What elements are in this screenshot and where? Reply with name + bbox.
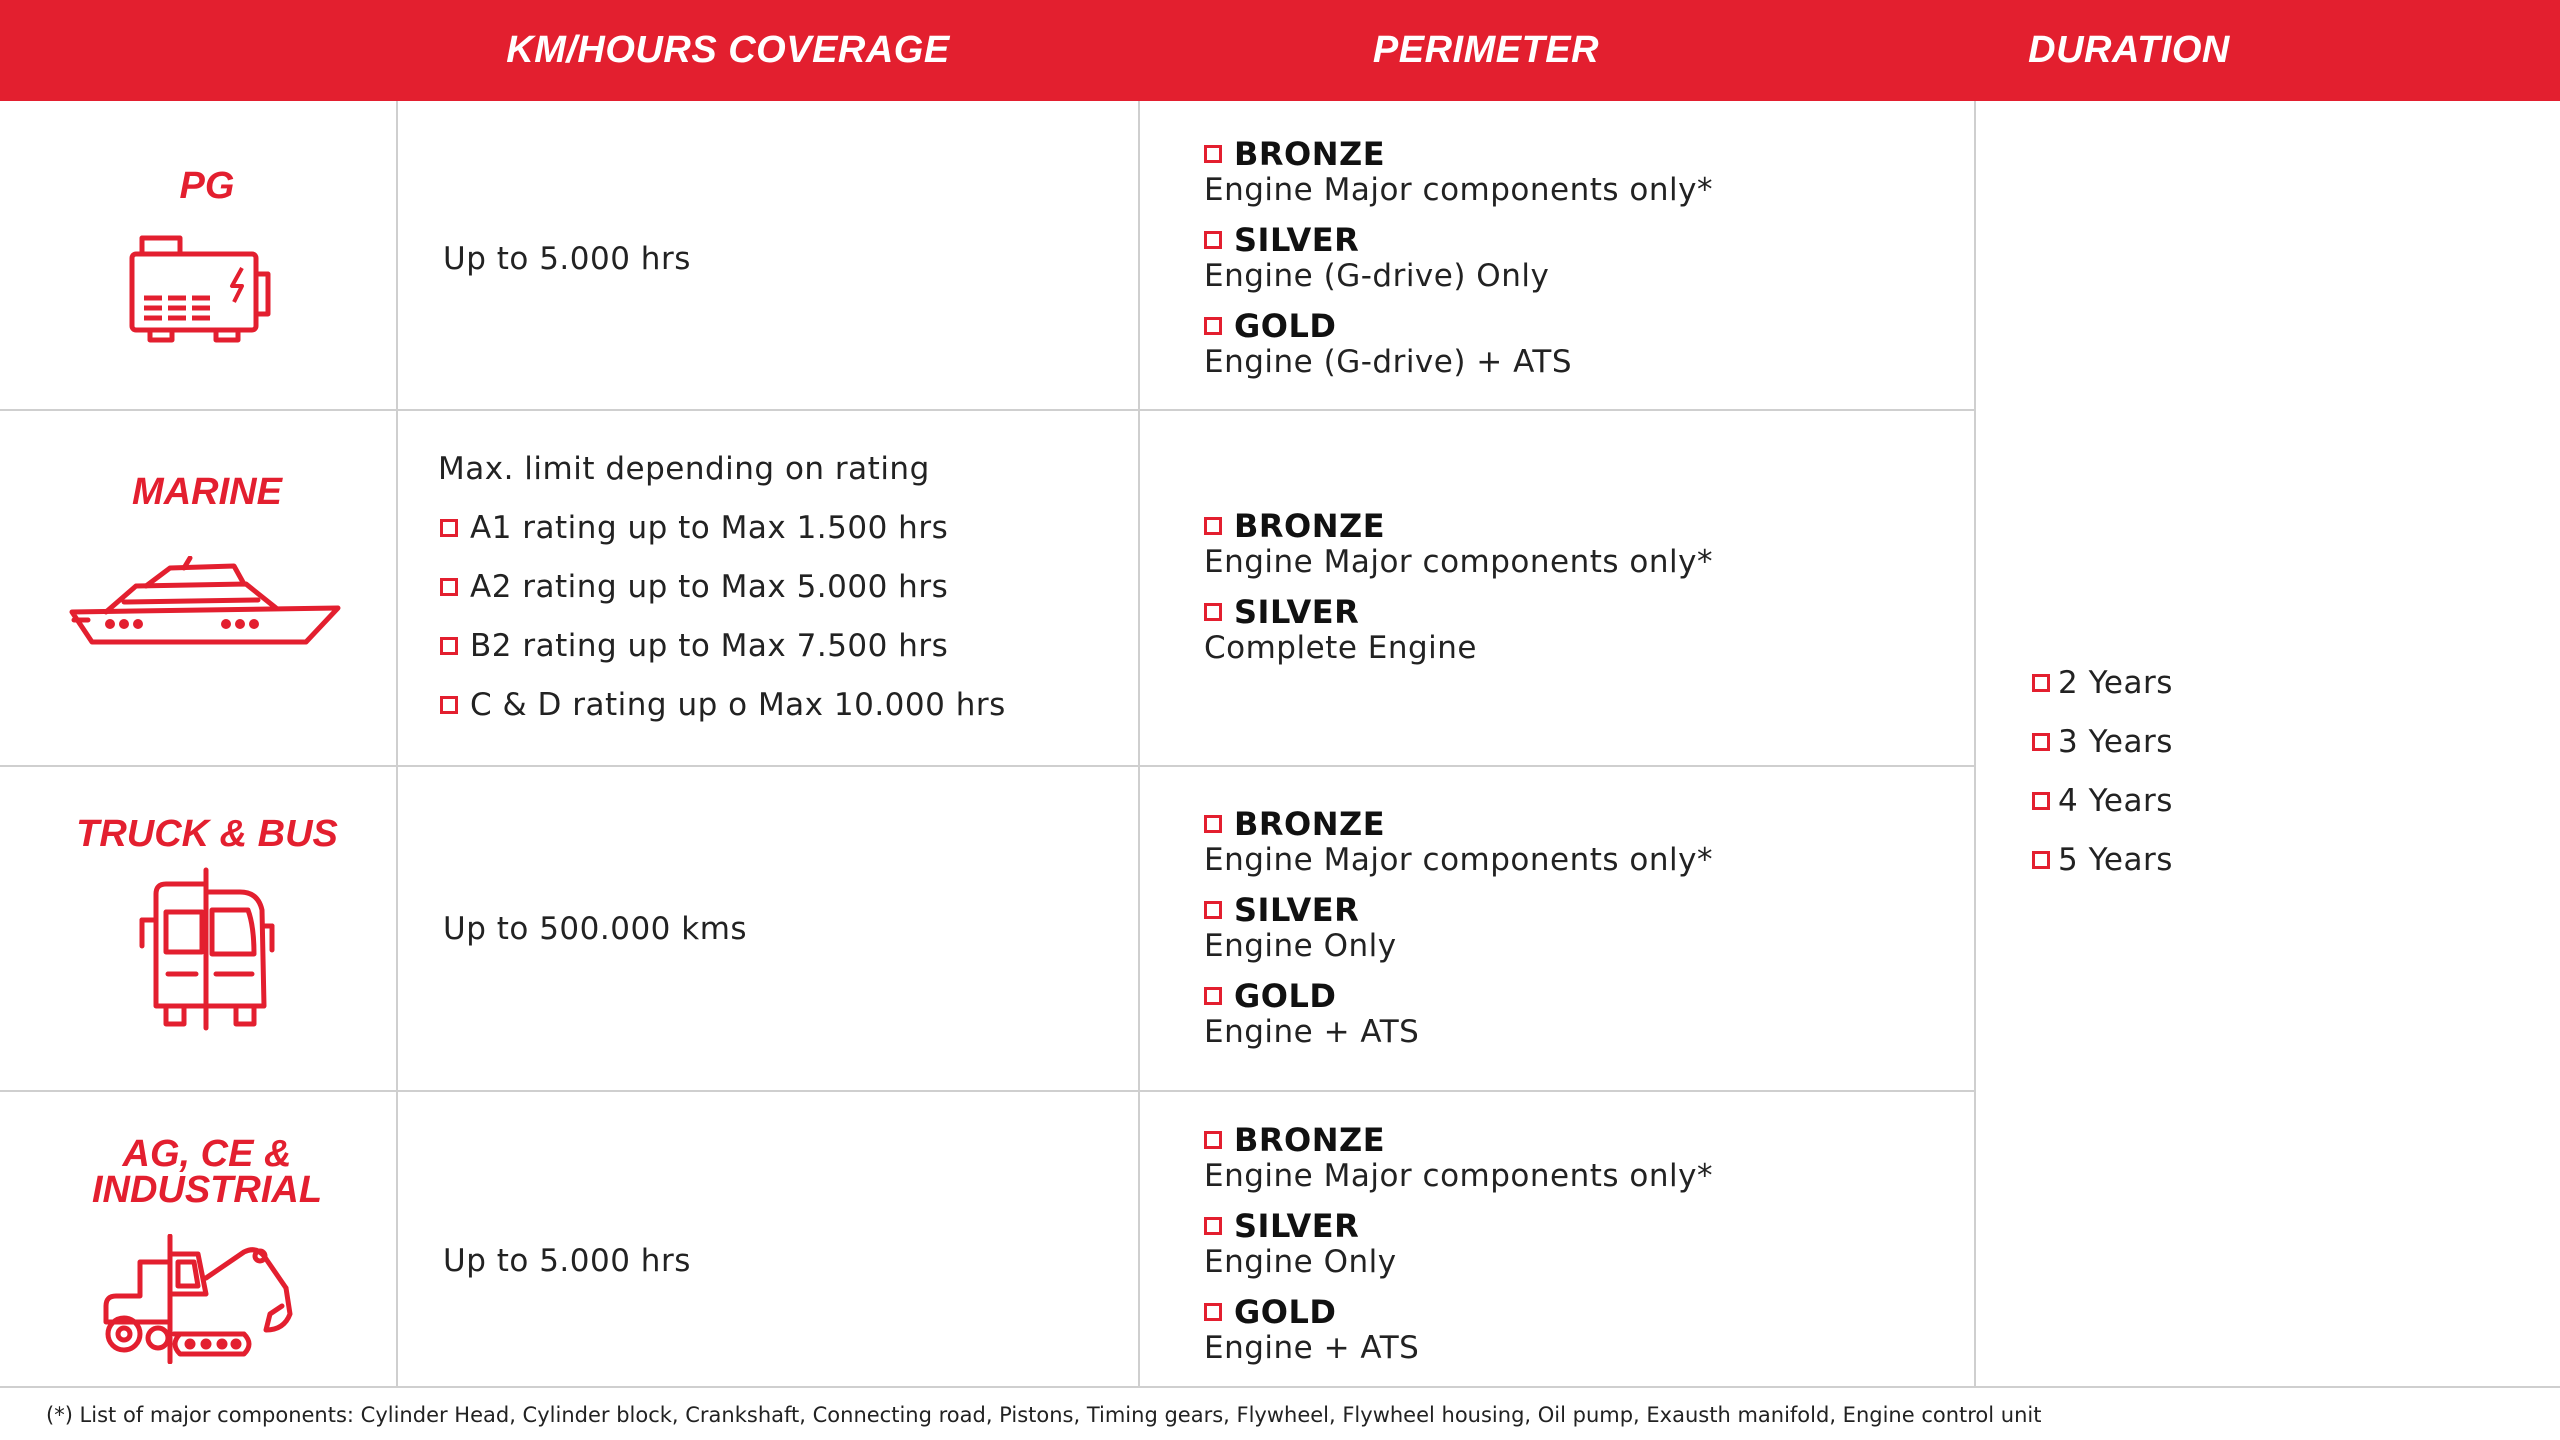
grid-divider bbox=[1138, 101, 1140, 1387]
checkbox[interactable] bbox=[1204, 231, 1222, 249]
tier-silver bbox=[1204, 594, 1477, 666]
row-divider bbox=[0, 409, 1976, 411]
category-pg: PG bbox=[179, 165, 235, 207]
duration-option bbox=[2032, 665, 2173, 701]
tractor-excavator-icon bbox=[94, 1234, 320, 1368]
checkbox[interactable] bbox=[1204, 987, 1222, 1005]
coverage-text: Up to 500.000 kms bbox=[443, 911, 748, 947]
tier-bronze bbox=[1204, 508, 1713, 580]
tier-gold bbox=[1204, 1294, 1419, 1366]
duration-label: 5 Years bbox=[2058, 842, 2173, 878]
checkbox[interactable] bbox=[2032, 674, 2050, 692]
row-divider bbox=[0, 765, 1976, 767]
option-label: A1 rating up to Max 1.500 hrs bbox=[470, 510, 949, 546]
category-line: INDUSTRIAL bbox=[91, 1169, 323, 1211]
footnote: (*) List of major components: Cylinder Head, Cylinder block, Crankshaft, Connecting road, Pistons, Timing gears, Flywheel, Flywheel housing, Oil pump, Exausth manifold, Engine control unit bbox=[46, 1403, 2042, 1427]
duration-label: 4 Years bbox=[2058, 783, 2173, 819]
checkbox[interactable] bbox=[2032, 851, 2050, 869]
checkbox[interactable] bbox=[1204, 517, 1222, 535]
tier-name: SILVER bbox=[1234, 1207, 1360, 1245]
category-marine: MARINE bbox=[132, 471, 282, 513]
rating-option bbox=[440, 510, 948, 546]
generator-icon bbox=[128, 228, 284, 348]
coverage-text: Up to 5.000 hrs bbox=[443, 1243, 691, 1279]
option-label: A2 rating up to Max 5.000 hrs bbox=[470, 569, 949, 605]
tier-description: Complete Engine bbox=[1204, 630, 1477, 666]
tier-description: Engine Major components only* bbox=[1204, 842, 1713, 878]
category-line: AG, CE & bbox=[122, 1133, 292, 1175]
yacht-icon bbox=[66, 556, 346, 656]
checkbox[interactable] bbox=[1204, 603, 1222, 621]
table-bottom-border bbox=[0, 1386, 2560, 1388]
category-ag-ce-industrial bbox=[12, 1133, 402, 1211]
coverage-text: Up to 5.000 hrs bbox=[443, 241, 691, 277]
tier-gold bbox=[1204, 308, 1572, 380]
tier-description: Engine Major components only* bbox=[1204, 1158, 1713, 1194]
duration-label: 2 Years bbox=[2058, 665, 2173, 701]
rating-option bbox=[440, 628, 948, 664]
tier-name: BRONZE bbox=[1234, 507, 1386, 545]
tier-bronze bbox=[1204, 1122, 1713, 1194]
checkbox[interactable] bbox=[1204, 1131, 1222, 1149]
option-label: C & D rating up o Max 10.000 hrs bbox=[470, 687, 1006, 723]
tier-silver bbox=[1204, 222, 1549, 294]
tier-name: SILVER bbox=[1234, 593, 1360, 631]
checkbox[interactable] bbox=[440, 696, 458, 714]
checkbox[interactable] bbox=[440, 637, 458, 655]
header-coverage: KM/HOURS COVERAGE bbox=[506, 29, 950, 71]
tier-description: Engine Only bbox=[1204, 1244, 1397, 1280]
tier-bronze bbox=[1204, 806, 1713, 878]
duration-option bbox=[2032, 842, 2173, 878]
checkbox[interactable] bbox=[1204, 317, 1222, 335]
tier-name: GOLD bbox=[1234, 977, 1337, 1015]
tier-name: BRONZE bbox=[1234, 805, 1386, 843]
grid-divider bbox=[1974, 101, 1976, 1387]
tier-gold bbox=[1204, 978, 1419, 1050]
tier-description: Engine + ATS bbox=[1204, 1330, 1420, 1366]
header-duration: DURATION bbox=[2028, 29, 2230, 71]
tier-description: Engine Major components only* bbox=[1204, 172, 1713, 208]
checkbox[interactable] bbox=[1204, 145, 1222, 163]
tier-description: Engine (G-drive) + ATS bbox=[1204, 344, 1573, 380]
tier-name: GOLD bbox=[1234, 1293, 1337, 1331]
truck-bus-icon bbox=[136, 866, 276, 1036]
checkbox[interactable] bbox=[2032, 733, 2050, 751]
tier-silver bbox=[1204, 1208, 1397, 1280]
duration-option bbox=[2032, 724, 2173, 760]
tier-silver bbox=[1204, 892, 1397, 964]
checkbox[interactable] bbox=[440, 519, 458, 537]
tier-description: Engine (G-drive) Only bbox=[1204, 258, 1550, 294]
rating-option bbox=[440, 687, 1006, 723]
duration-label: 3 Years bbox=[2058, 724, 2173, 760]
table-header bbox=[0, 0, 2560, 101]
coverage-intro: Max. limit depending on rating bbox=[438, 451, 930, 487]
rating-option bbox=[440, 569, 948, 605]
checkbox[interactable] bbox=[1204, 1303, 1222, 1321]
tier-bronze bbox=[1204, 136, 1713, 208]
tier-description: Engine + ATS bbox=[1204, 1014, 1420, 1050]
category-truck-bus: TRUCK & BUS bbox=[76, 813, 338, 855]
tier-description: Engine Only bbox=[1204, 928, 1397, 964]
option-label: B2 rating up to Max 7.500 hrs bbox=[470, 628, 949, 664]
header-perimeter: PERIMETER bbox=[1372, 29, 1600, 71]
tier-name: GOLD bbox=[1234, 307, 1337, 345]
tier-name: BRONZE bbox=[1234, 135, 1386, 173]
checkbox[interactable] bbox=[1204, 901, 1222, 919]
checkbox[interactable] bbox=[1204, 815, 1222, 833]
checkbox[interactable] bbox=[2032, 792, 2050, 810]
tier-name: BRONZE bbox=[1234, 1121, 1386, 1159]
row-divider bbox=[0, 1090, 1976, 1092]
checkbox[interactable] bbox=[440, 578, 458, 596]
tier-name: SILVER bbox=[1234, 221, 1360, 259]
tier-description: Engine Major components only* bbox=[1204, 544, 1713, 580]
tier-name: SILVER bbox=[1234, 891, 1360, 929]
duration-option bbox=[2032, 783, 2173, 819]
checkbox[interactable] bbox=[1204, 1217, 1222, 1235]
